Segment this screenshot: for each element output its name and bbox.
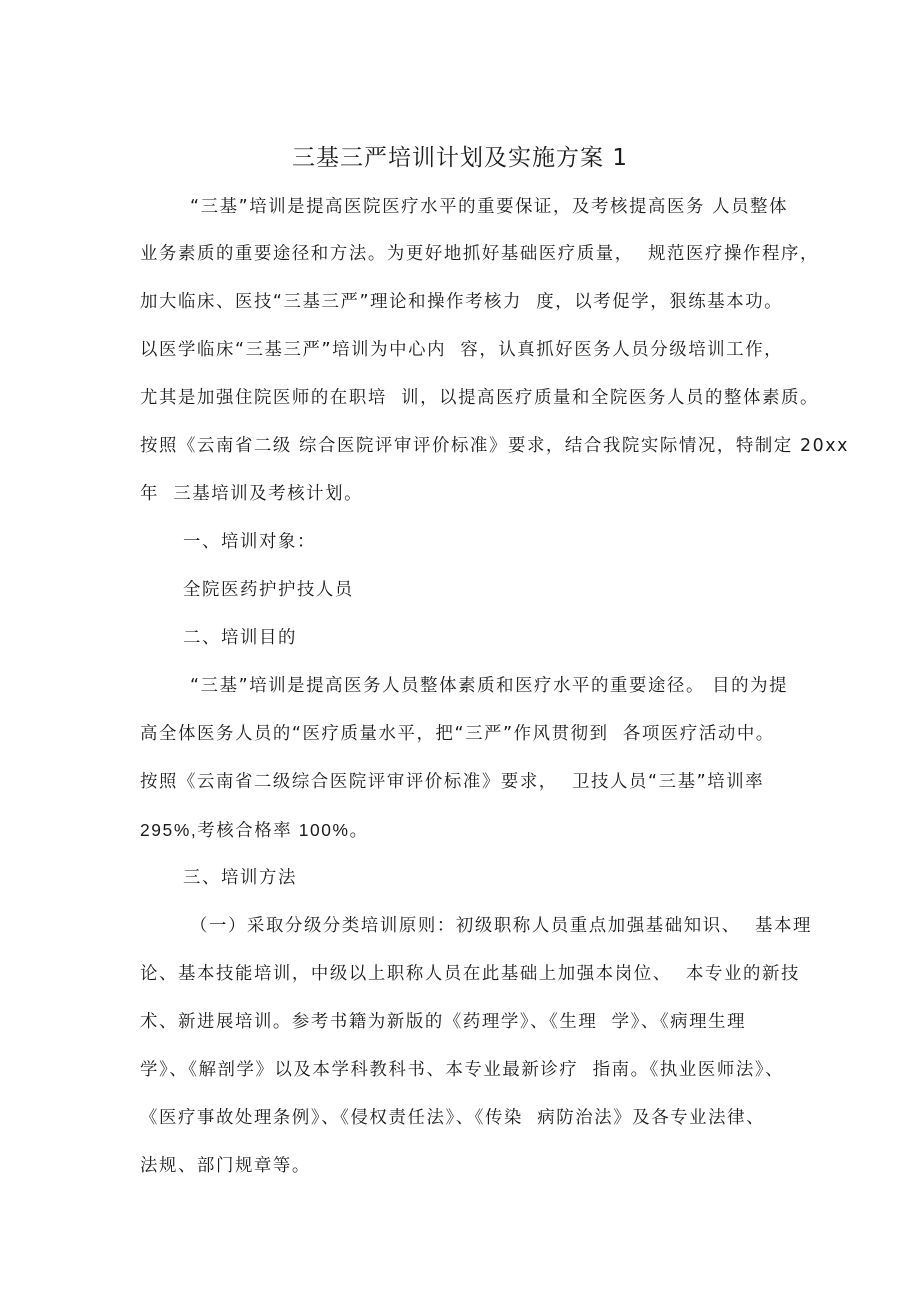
paragraph-line: 按照《云南省二级 综合医院评审评价标准》要求，结合我院实际情况，特制定 20xx (140, 436, 850, 456)
paragraph-line: 295%,考核合格率 100%。 (140, 820, 369, 840)
paragraph-line: 学》、《解剖学》以及本学科教科书、本专业最新诊疗 指南。《执业医师法》、 (140, 1060, 785, 1080)
paragraph-line: 全院医药护护技人员 (183, 580, 354, 600)
paragraph-line: 年 三基培训及考核计划。 (140, 484, 364, 504)
section-heading: 一、培训对象： (183, 532, 316, 552)
section-heading: 二、培训目的 (183, 628, 297, 648)
paragraph-line: 业务素质的重要途径和方法。为更好地抓好基础医疗质量， 规范医疗操作程序， (140, 244, 819, 264)
paragraph-line: “三基”培训是提高医院医疗水平的重要保证，及考核提高医务 人员整体 (190, 197, 789, 217)
paragraph-line: （一）采取分级分类培训原则：初级职称人员重点加强基础知识、 基本理 (190, 916, 812, 936)
section-heading: 三、培训方法 (183, 868, 297, 888)
paragraph-line: 高全体医务人员的“医疗质量水平，把“三严”作风贯彻到 各项医疗活动中。 (140, 724, 775, 744)
paragraph-line: 尤其是加强住院医师的在职培 训，以提高医疗质量和全院医务人员的整体素质。 (140, 388, 819, 408)
paragraph-line: 按照《云南省二级综合医院评审评价标准》要求， 卫技人员“三基”培训率 (140, 772, 765, 792)
paragraph-line: 以医学临床“三基三严”培训为中心内 容，认真抓好医务人员分级培训工作， (140, 340, 784, 360)
paragraph-line: 加大临床、医技“三基三严”理论和操作考核力 度，以考促学，狠练基本功。 (140, 292, 784, 312)
paragraph-line: 术、新进展培训。参考书籍为新版的《药理学》、《生理 学》、《病理生理 (140, 1012, 747, 1032)
paragraph-line: 论、基本技能培训，中级以上职称人员在此基础上加强本岗位、 本专业的新技 (140, 964, 800, 984)
paragraph-line: “三基”培训是提高医务人员整体素质和医疗水平的重要途径。 目的为提 (190, 676, 789, 696)
paragraph-line: 《医疗事故处理条例》、《侵权责任法》、《传染 病防治法》及各专业法律、 (140, 1108, 766, 1128)
paragraph-line: 法规、部门规章等。 (140, 1156, 311, 1176)
document-title: 三基三严培训计划及实施方案 1 (292, 145, 628, 171)
